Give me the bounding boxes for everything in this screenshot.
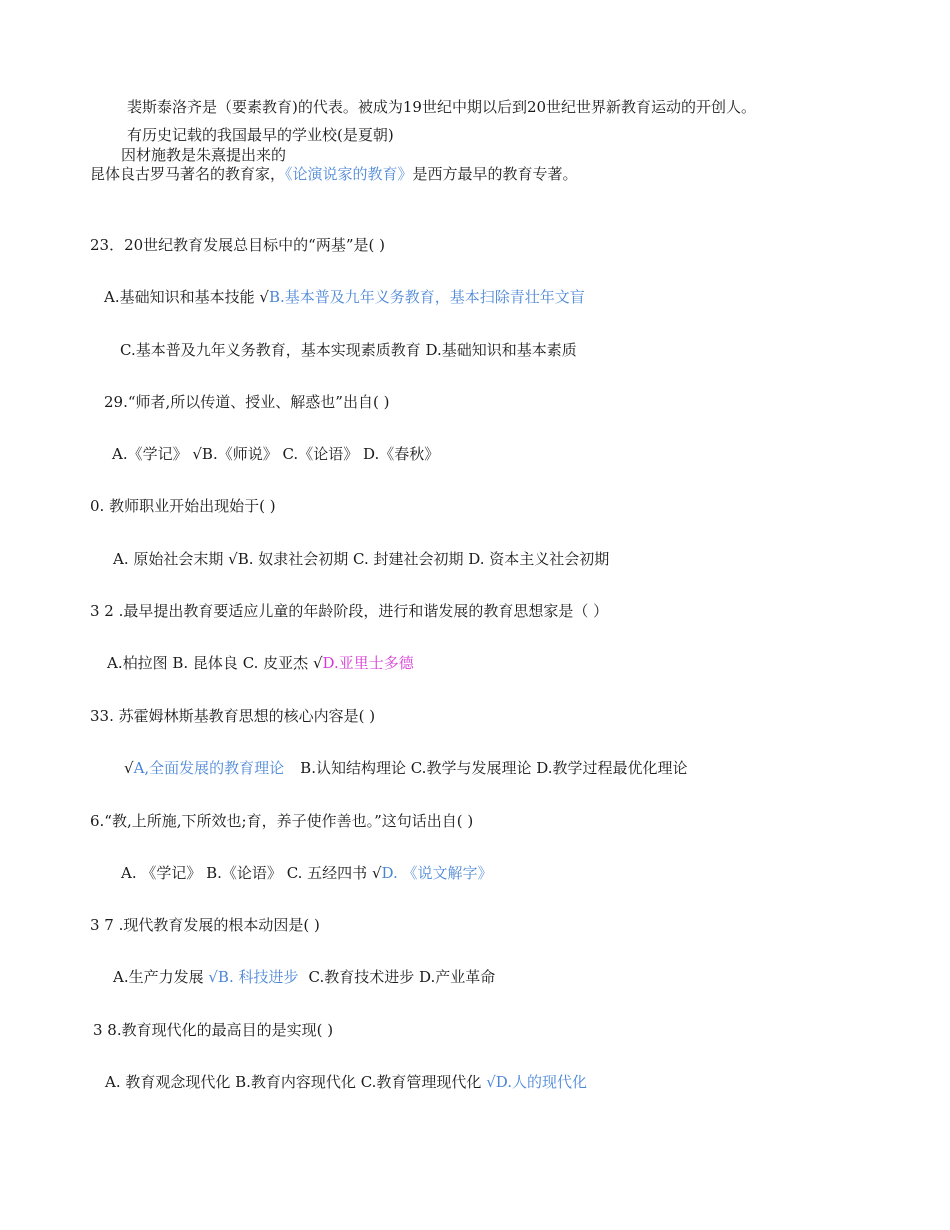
question-text: 0. 教师职业开始出现始于( ) bbox=[90, 497, 276, 515]
intro-text: 有历史记载的我国最早的学业校(是夏朝) bbox=[127, 126, 394, 144]
option-text: A. 原始社会末期 √B. 奴隶社会初期 C. 封建社会初期 D. 资本主义社会初期 bbox=[113, 550, 610, 568]
question-37-options bbox=[113, 967, 495, 987]
option-text: A. 《学记》 B.《论语》 C. 五经四书 √ bbox=[121, 864, 382, 882]
option-text: B.认知结构理论 C.教学与发展理论 D.教学过程最优化理论 bbox=[300, 759, 688, 777]
question-29-options bbox=[112, 444, 439, 464]
intro-line-2 bbox=[127, 125, 394, 145]
intro-text: 因材施教是朱熹提出来的 bbox=[121, 146, 287, 164]
question-text: 23．20世纪教育发展总目标中的“两基”是( ) bbox=[90, 236, 385, 254]
intro-text: 裴斯泰洛齐是（要素教育)的代表。被成为19世纪中期以后到20世纪世界新教育运动的开创人。 bbox=[127, 98, 757, 116]
question-0 bbox=[90, 496, 276, 516]
intro-text: 昆体良古罗马著名的教育家， bbox=[90, 165, 286, 183]
intro-text: 是西方最早的教育专著。 bbox=[412, 165, 578, 183]
option-text: A.生产力发展 bbox=[113, 968, 209, 986]
correct-answer: B.基本普及九年义务教育，基本扫除青壮年文盲 bbox=[268, 288, 585, 306]
question-23-options-1 bbox=[104, 287, 585, 307]
option-text: A.柏拉图 B. 昆体良 C. 皮亚杰 √ bbox=[107, 654, 323, 672]
intro-line-3 bbox=[121, 145, 286, 165]
question-29 bbox=[104, 392, 389, 412]
correct-answer: A,全面发展的教育理论 bbox=[133, 759, 285, 777]
question-text: 3 2 .最早提出教育要适应儿童的年龄阶段，进行和谐发展的教育思想家是（ ） bbox=[90, 602, 609, 620]
correct-answer: √B. 科技进步 bbox=[208, 968, 299, 986]
question-text: 29.“师者,所以传道、授业、解惑也”出自( ) bbox=[104, 393, 390, 411]
question-33-options bbox=[124, 758, 687, 778]
question-38 bbox=[93, 1020, 333, 1040]
question-37 bbox=[90, 915, 320, 935]
option-text: A.基础知识和基本技能 √ bbox=[104, 288, 269, 306]
book-title-link: 《论演说家的教育》 bbox=[285, 165, 413, 183]
correct-answer: D. 《说文解字》 bbox=[381, 864, 493, 882]
option-text: A. 教育观念现代化 B.教育内容现代化 C.教育管理现代化 bbox=[105, 1073, 487, 1091]
question-6-options bbox=[121, 863, 493, 883]
question-text: 33. 苏霍姆林斯基教育思想的核心内容是( ) bbox=[90, 707, 376, 725]
option-text: C.基本普及九年义务教育，基本实现素质教育 D.基础知识和基本素质 bbox=[120, 341, 577, 359]
question-text: 6.“教,上所施,下所效也;育，养子使作善也。”这句话出自( ) bbox=[90, 812, 474, 830]
correct-answer: √D.人的现代化 bbox=[486, 1073, 588, 1091]
question-33 bbox=[90, 706, 375, 726]
question-32 bbox=[90, 601, 608, 621]
question-6 bbox=[90, 811, 473, 831]
question-text: 3 8.教育现代化的最高目的是实现( ) bbox=[93, 1021, 334, 1039]
question-text: 3 7 .现代教育发展的根本动因是( ) bbox=[90, 916, 320, 934]
intro-line-4 bbox=[90, 164, 578, 184]
check-mark: √ bbox=[124, 759, 134, 777]
option-text: C.教育技术进步 D.产业革命 bbox=[308, 968, 496, 986]
correct-answer: D.亚里士多德 bbox=[322, 654, 414, 672]
question-0-options bbox=[113, 549, 609, 569]
intro-line-1 bbox=[127, 97, 756, 117]
question-32-options bbox=[107, 653, 414, 673]
option-text: A.《学记》 √B.《师说》 C.《论语》 D.《春秋》 bbox=[112, 445, 440, 463]
question-38-options bbox=[105, 1072, 587, 1092]
question-23 bbox=[90, 235, 385, 255]
question-23-options-2 bbox=[120, 340, 577, 360]
